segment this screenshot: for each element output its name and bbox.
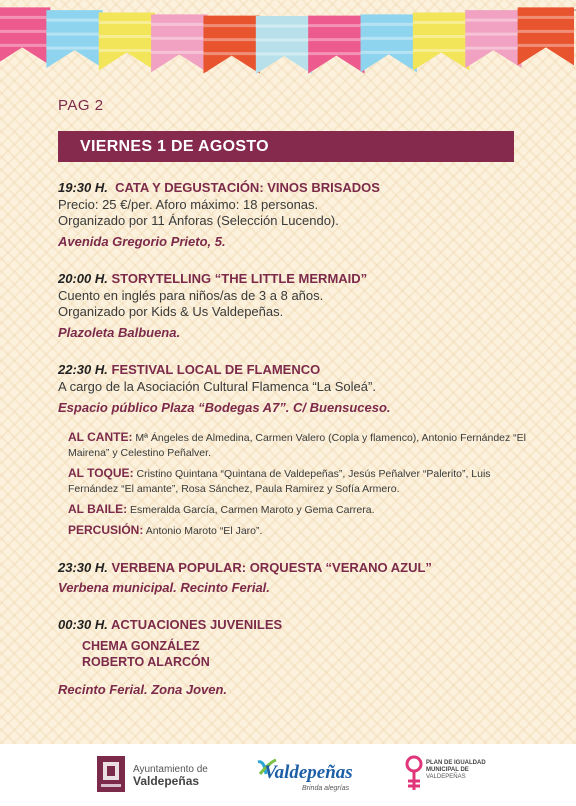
event-heading bbox=[58, 179, 528, 197]
event-title: FESTIVAL LOCAL DE FLAMENCO bbox=[111, 362, 321, 377]
ayuntamiento-name: Valdepeñas bbox=[133, 774, 200, 788]
event-item bbox=[58, 616, 528, 698]
performer-row bbox=[68, 502, 528, 518]
performer-names: Esmeralda García, Carmen Maroto y Gema Carrera. bbox=[130, 504, 375, 516]
artist-names bbox=[82, 638, 528, 670]
performer-names: Cristino Quintana “Quintana de Valdepeñas”, Jesús Peñalver “Palerito”, Luis Fernández “El amante”, Rosa Sánchez, Paula Ramirez y Sofía Armero. bbox=[68, 468, 491, 495]
event-heading bbox=[58, 616, 528, 634]
event-location: Recinto Ferial. Zona Joven. bbox=[58, 682, 228, 697]
performer-role: AL BAILE: bbox=[68, 502, 128, 516]
performer-role: PERCUSIÓN: bbox=[68, 523, 144, 537]
events-list bbox=[58, 179, 528, 718]
valdepenas-logo-text: Valdepeñas bbox=[264, 762, 353, 783]
performer-row bbox=[68, 523, 528, 539]
performer-names: Antonio Maroto “El Jaro”. bbox=[145, 525, 263, 537]
equality-symbol-icon bbox=[404, 754, 424, 794]
event-title: ACTUACIONES JUVENILES bbox=[111, 617, 283, 632]
event-time: 20:00 H. bbox=[58, 271, 108, 286]
performer-role: AL TOQUE: bbox=[68, 466, 134, 480]
event-time: 00:30 H. bbox=[58, 617, 108, 632]
event-detail: A cargo de la Asociación Cultural Flamenca “La Soleá”. bbox=[58, 379, 376, 394]
event-detail: Precio: 25 €/per. Aforo máximo: 18 personas. bbox=[58, 197, 319, 212]
performer-row bbox=[68, 430, 528, 461]
performer-row bbox=[68, 466, 528, 497]
event-detail: Cuento en inglés para niños/as de 3 a 8 años. bbox=[58, 288, 324, 303]
performer-role: AL CANTE: bbox=[68, 430, 133, 444]
footer-logos bbox=[0, 744, 576, 806]
plan-line: VALDEPEÑAS bbox=[426, 774, 466, 780]
event-detail: Organizado por Kids & Us Valdepeñas. bbox=[58, 304, 284, 319]
event-item bbox=[58, 361, 528, 539]
event-item bbox=[58, 270, 528, 341]
coat-of-arms-icon bbox=[95, 754, 127, 794]
plan-line: PLAN DE IGUALDAD bbox=[426, 760, 486, 766]
event-location: Verbena municipal. Recinto Ferial. bbox=[58, 580, 270, 595]
day-title: VIERNES 1 DE AGOSTO bbox=[80, 138, 269, 155]
artist-name: CHEMA GONZÁLEZ bbox=[82, 639, 200, 653]
plan-line: MUNICIPAL DE bbox=[426, 767, 469, 773]
bunting-decoration bbox=[0, 0, 576, 96]
artist-name: ROBERTO ALARCÓN bbox=[82, 655, 210, 669]
event-location: Espacio público Plaza “Bodegas A7”. C/ Buensuceso. bbox=[58, 400, 391, 415]
valdepenas-brand-logo bbox=[250, 752, 370, 796]
event-location: Avenida Gregorio Prieto, 5. bbox=[58, 234, 226, 249]
event-time: 23:30 H. bbox=[58, 560, 108, 575]
event-heading bbox=[58, 559, 528, 577]
day-banner bbox=[58, 131, 514, 162]
event-title: VERBENA POPULAR: ORQUESTA “VERANO AZUL” bbox=[111, 560, 432, 575]
event-title: STORYTELLING “THE LITTLE MERMAID” bbox=[111, 271, 368, 286]
event-item bbox=[58, 179, 528, 250]
event-heading bbox=[58, 270, 528, 288]
event-time: 19:30 H. bbox=[58, 180, 108, 195]
event-item bbox=[58, 559, 528, 596]
event-location: Plazoleta Balbuena. bbox=[58, 325, 181, 340]
performers-list bbox=[68, 430, 528, 539]
plan-igualdad-logo bbox=[404, 754, 504, 796]
event-heading bbox=[58, 361, 528, 379]
event-title: CATA Y DEGUSTACIÓN: VINOS BRISADOS bbox=[115, 180, 380, 195]
page-number: PAG 2 bbox=[58, 97, 104, 114]
event-time: 22:30 H. bbox=[58, 362, 108, 377]
performer-names: Mª Ángeles de Almedina, Carmen Valero (Copla y flamenco), Antonio Fernández “El Mairena” y Celestino Peñalver. bbox=[68, 432, 527, 459]
valdepenas-tagline: Brinda alegrías bbox=[302, 785, 350, 792]
event-detail: Organizado por 11 Ánforas (Selección Lucendo). bbox=[58, 213, 339, 228]
ayuntamiento-label: Ayuntamiento de bbox=[133, 764, 208, 775]
